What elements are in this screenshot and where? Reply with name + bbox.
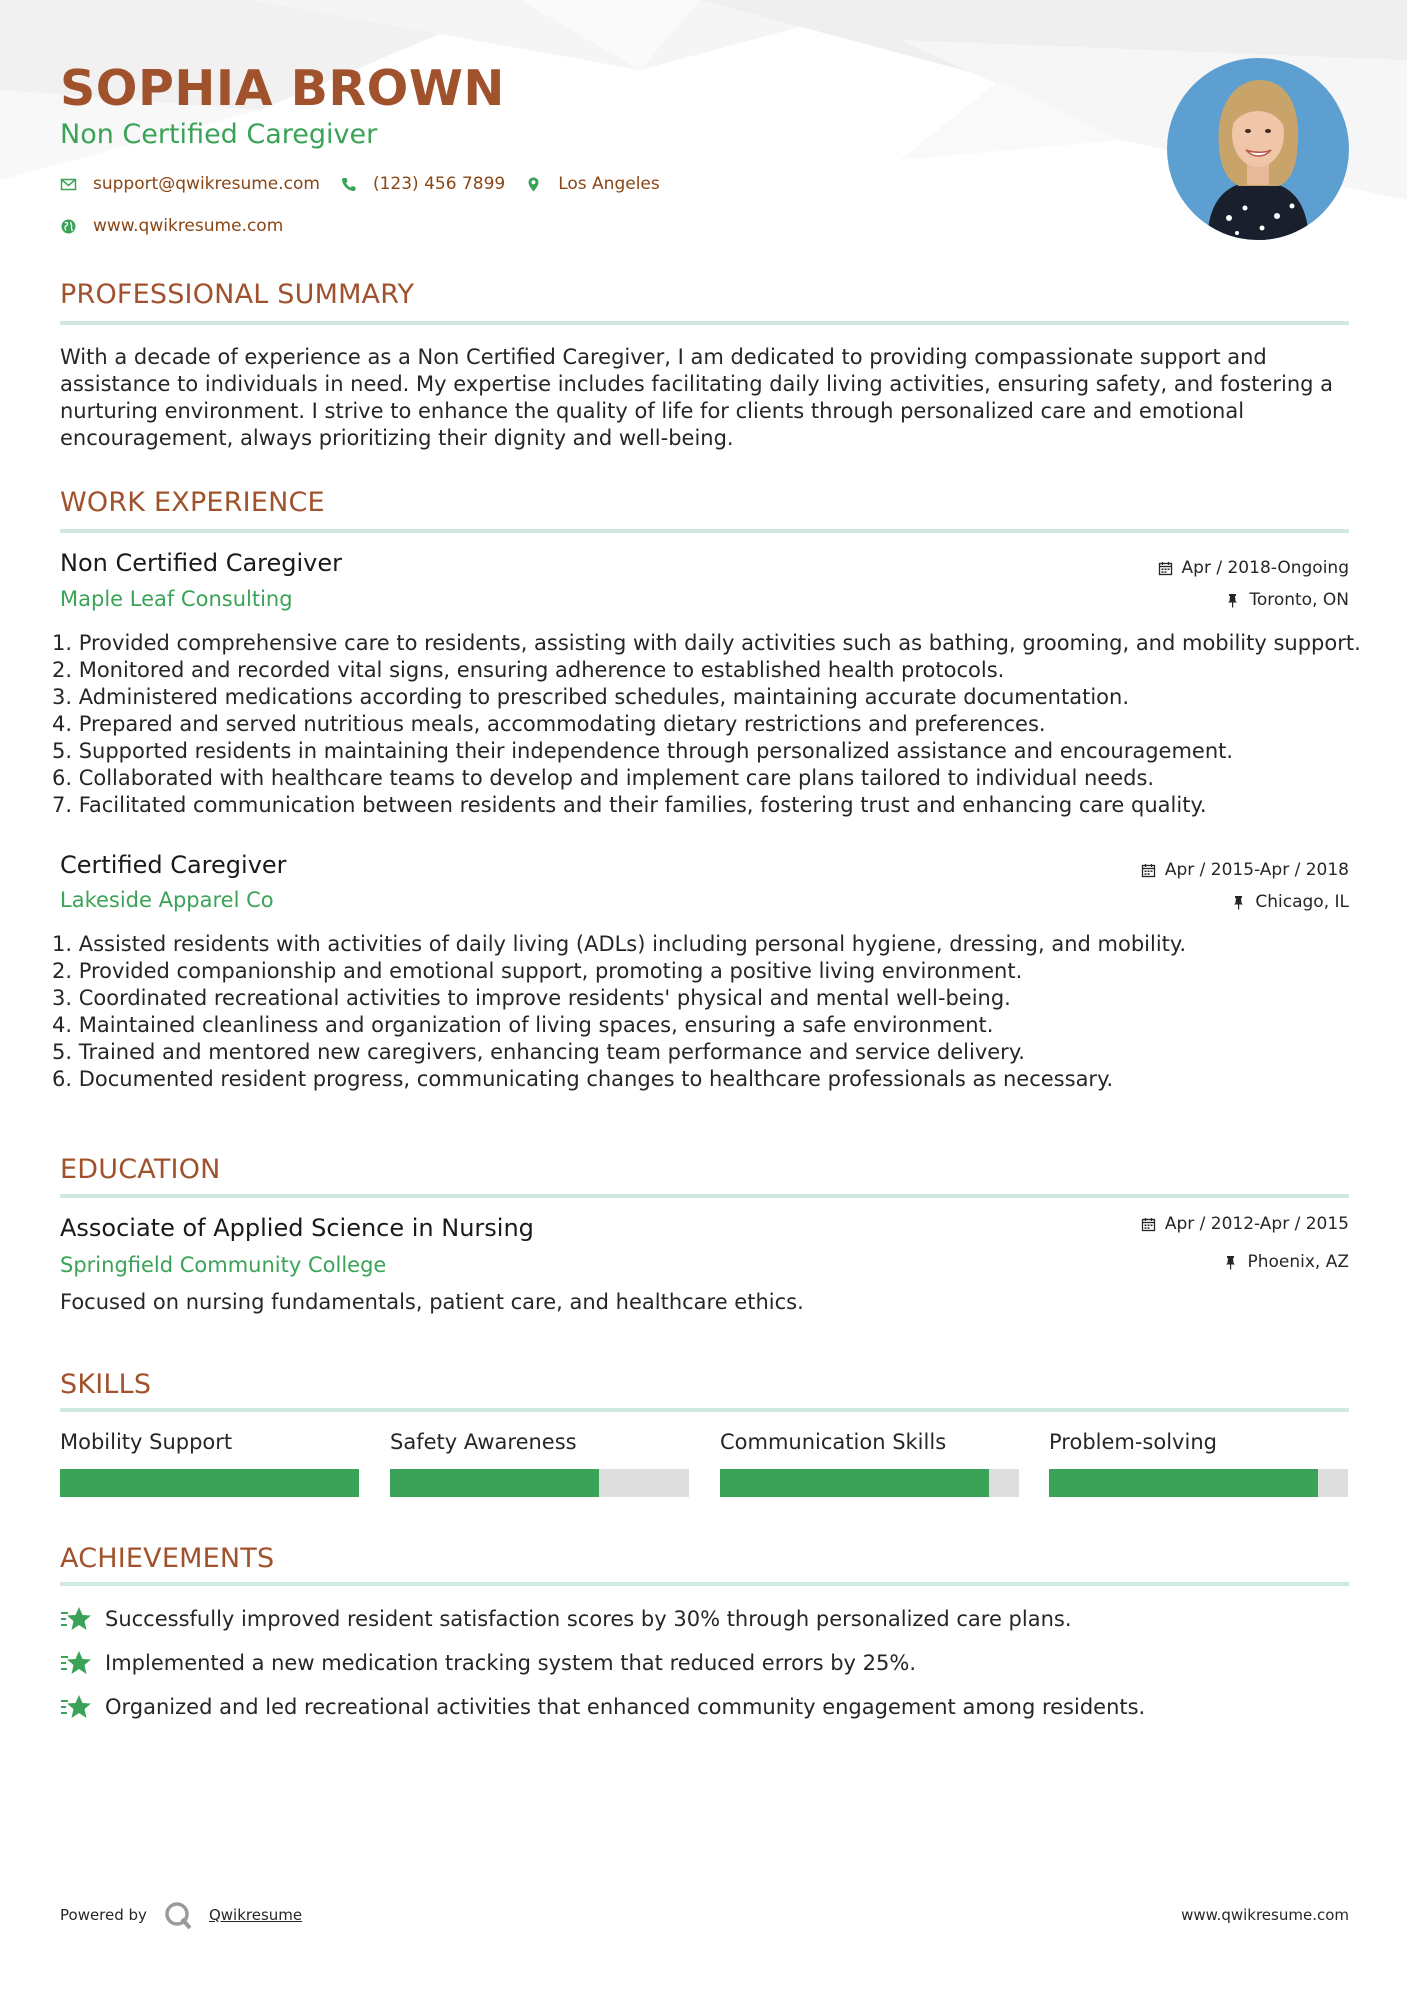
achievement-item [60,1649,916,1677]
job-dates [1158,558,1349,578]
section-title-skills: SKILLS [60,1369,152,1400]
calendar-icon [1141,1217,1156,1232]
section-title-experience: WORK EXPERIENCE [60,487,325,518]
education-school: Springfield Community College [60,1253,387,1277]
skill-label: Communication Skills [720,1430,947,1454]
job-dates [1141,860,1349,880]
achievement-text: Implemented a new medication tracking system that reduced errors by 25%. [105,1651,917,1675]
phone-contact[interactable] [340,174,505,194]
section-divider [60,1408,1349,1412]
skill-bar [390,1469,689,1497]
education-degree: Associate of Applied Science in Nursing [60,1214,534,1242]
map-marker-icon [525,176,542,193]
summary-text [60,344,1349,452]
job-company: Maple Leaf Consulting [60,587,293,611]
list-item: 3. Administered medications according to prescribed schedules, maintaining accurate documentation. [52,685,1129,709]
job-location-text: Chicago, IL [1255,892,1349,912]
section-title-summary: PROFESSIONAL SUMMARY [60,279,415,310]
list-item: 7. Facilitated communication between residents and their families, fostering trust and enhancing care quality. [52,793,1207,817]
education-description: Focused on nursing fundamentals, patient care, and healthcare ethics. [60,1290,804,1314]
skill-label: Safety Awareness [390,1430,577,1454]
website-text[interactable]: www.qwikresume.com [93,216,284,236]
skill-bar-fill [720,1469,989,1497]
job-dates-text: Apr / 2018-Ongoing [1181,558,1349,578]
candidate-name: SOPHIA BROWN [60,60,505,117]
envelope-icon [60,176,77,193]
candidate-title: Non Certified Caregiver [60,119,378,150]
skill-bar-fill [60,1469,359,1497]
list-item: 4. Maintained cleanliness and organization of living spaces, ensuring a safe environment. [52,1013,994,1037]
email-contact[interactable] [60,174,320,194]
section-divider [60,1582,1349,1586]
calendar-icon [1158,561,1173,576]
contact-row-secondary [60,214,303,238]
star-achievement-icon [60,1605,92,1633]
summary-line: encouragement, always prioritizing their dignity and well-being. [60,426,734,450]
achievement-item [60,1605,1072,1633]
education-location-text: Phoenix, AZ [1247,1252,1349,1272]
location-text: Los Angeles [558,174,660,194]
education-location [1223,1252,1349,1272]
job-bullet-list [52,630,1361,819]
job-company: Lakeside Apparel Co [60,888,274,912]
job-title: Non Certified Caregiver [60,549,342,577]
job-location [1231,892,1349,912]
section-title-education: EDUCATION [60,1154,221,1185]
education-dates-text: Apr / 2012-Apr / 2015 [1164,1214,1349,1234]
phone-icon [340,176,357,193]
profile-photo [1167,58,1349,240]
pushpin-icon [1225,593,1240,608]
section-title-achievements: ACHIEVEMENTS [60,1543,275,1574]
list-item: 1. Assisted residents with activities of daily living (ADLs) including personal hygiene, dressing, and mobility. [52,932,1186,956]
footer-website[interactable]: www.qwikresume.com [1181,1906,1349,1924]
skill-label: Mobility Support [60,1430,233,1454]
list-item: 4. Prepared and served nutritious meals, accommodating dietary restrictions and preferences. [52,712,1046,736]
job-dates-text: Apr / 2015-Apr / 2018 [1164,860,1349,880]
summary-line: With a decade of experience as a Non Certified Caregiver, I am dedicated to providing compassionate support and [60,345,1267,369]
skill-bar-fill [1049,1469,1318,1497]
email-text[interactable]: support@qwikresume.com [93,174,320,194]
website-contact[interactable] [60,216,283,236]
star-achievement-icon [60,1693,92,1721]
globe-icon [60,218,77,235]
job-title: Certified Caregiver [60,851,287,879]
phone-text[interactable]: (123) 456 7899 [372,174,506,194]
list-item: 5. Supported residents in maintaining their independence through personalized assistance and encouragement. [52,739,1234,763]
qwikresume-logo-icon [163,1900,193,1930]
achievement-text: Successfully improved resident satisfaction scores by 30% through personalized care plans. [105,1607,1072,1631]
achievement-text: Organized and led recreational activities that enhanced community engagement among residents. [105,1695,1146,1719]
contact-row-primary [60,172,680,196]
skill-bar [60,1469,359,1497]
skill-bar [720,1469,1019,1497]
list-item: 2. Monitored and recorded vital signs, ensuring adherence to established health protocols. [52,658,1005,682]
powered-by-label: Powered by [60,1906,147,1924]
achievement-item [60,1693,1145,1721]
education-dates [1141,1214,1349,1234]
list-item: 3. Coordinated recreational activities to improve residents' physical and mental well-being. [52,986,1011,1010]
section-divider [60,1194,1349,1198]
pushpin-icon [1223,1255,1238,1270]
job-bullet-list [52,931,1352,1093]
section-divider [60,529,1349,533]
job-location-text: Toronto, ON [1249,590,1349,610]
qwikresume-link[interactable]: Qwikresume [208,1906,303,1924]
skill-bar-fill [390,1469,599,1497]
list-item: 6. Collaborated with healthcare teams to develop and implement care plans tailored to individual needs. [52,766,1155,790]
calendar-icon [1141,863,1156,878]
summary-line: nurturing environment. I strive to enhance the quality of life for clients through personalized care and emotional [60,399,1245,423]
job-location [1225,590,1349,610]
list-item: 2. Provided companionship and emotional support, promoting a positive living environment. [52,959,1023,983]
star-achievement-icon [60,1649,92,1677]
skill-bar [1049,1469,1348,1497]
list-item: 1. Provided comprehensive care to residents, assisting with daily activities such as bathing, grooming, and mobility support. [52,631,1361,655]
summary-line: assistance to individuals in need. My expertise includes facilitating daily living activities, ensuring safety, and fostering a [60,372,1334,396]
section-divider [60,321,1349,325]
location-contact [525,174,660,194]
list-item: 6. Documented resident progress, communicating changes to healthcare professionals as necessary. [52,1067,1114,1091]
pushpin-icon [1231,895,1246,910]
footer-powered-by [60,1900,302,1930]
skill-label: Problem-solving [1049,1430,1217,1454]
list-item: 5. Trained and mentored new caregivers, enhancing team performance and service delivery. [52,1040,1025,1064]
